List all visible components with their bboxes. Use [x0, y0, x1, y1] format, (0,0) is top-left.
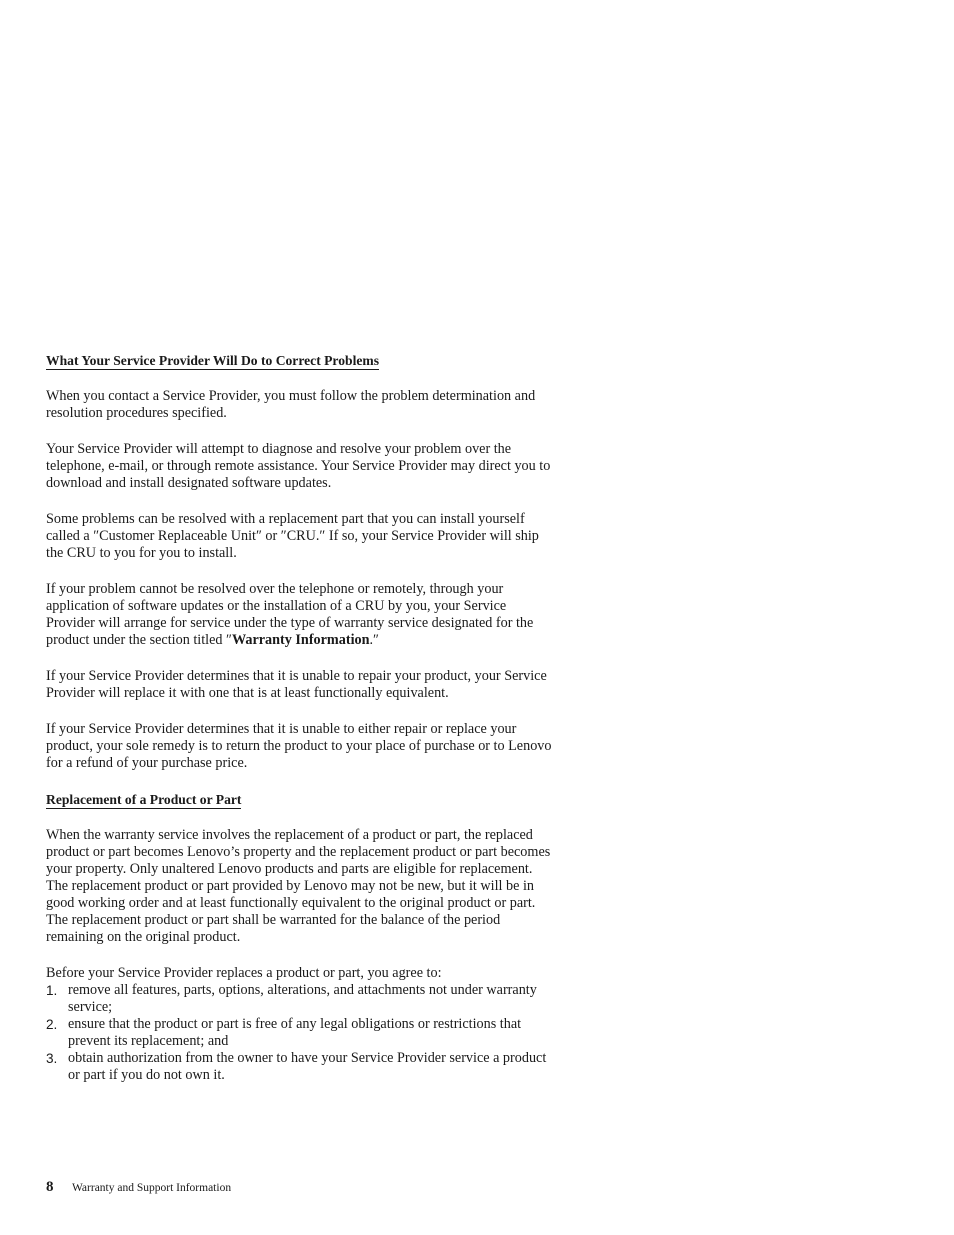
list-intro: Before your Service Provider replaces a product or part, you agree to: [46, 965, 442, 981]
paragraph: When the warranty service involves the replacement of a product or part, the replaced product or part becomes Lenovo’s property and the replacement product or part becomes your property. Only unaltered Lenovo products and parts are eligible for replacement. The replacement product or part provided by Lenovo may not be new, but it will be in good working order and at least functionally equivalent to the original product or part. The replacement product or part shall be warranted for the balance of the period remaining on the original product. [46, 827, 551, 945]
list-number: 3. [46, 1051, 58, 1066]
paragraph: Your Service Provider will attempt to diagnose and resolve your problem over the telephone, e-mail, or through remote assistance. Your Service Provider may direct you to download and install designated software updates. [46, 441, 551, 491]
list-item-text: ensure that the product or part is free of any legal obligations or restrictions that prevent its replacement; and [68, 1016, 522, 1049]
section-heading-replacement: Replacement of a Product or Part [46, 792, 242, 807]
document-body [46, 350, 556, 1084]
paragraph: If your Service Provider determines that it is unable to repair your product, your Service Provider will replace it with one that is at least functionally equivalent. [46, 668, 547, 701]
paragraph-text: If your problem cannot be resolved over the telephone or remotely, through your application of software updates or the installation of a CRU by you, your Service Provider will arrange for service under the type of warranty service designated for the product under the section titled ″ [46, 581, 534, 648]
list-item [46, 982, 556, 1016]
section-heading-service-provider: What Your Service Provider Will Do to Correct Problems [46, 353, 379, 368]
agreement-list [46, 982, 556, 1084]
list-number: 1. [46, 983, 58, 998]
paragraph: If your Service Provider determines that it is unable to either repair or replace your product, your sole remedy is to return the product to your place of purchase or to Lenovo for a refund of your purchase price. [46, 721, 552, 771]
footer-title: Warranty and Support Information [72, 1182, 232, 1194]
page-footer [46, 1178, 231, 1196]
paragraph-warranty-reference [46, 581, 556, 649]
list-item-text: remove all features, parts, options, alterations, and attachments not under warranty service; [68, 982, 537, 1015]
list-item [46, 1050, 556, 1084]
bold-warranty-information: Warranty Information [231, 632, 370, 648]
list-item-text: obtain authorization from the owner to have your Service Provider service a product or part if you do not own it. [68, 1050, 547, 1083]
paragraph: When you contact a Service Provider, you must follow the problem determination and resolution procedures specified. [46, 388, 536, 421]
paragraph: Some problems can be resolved with a replacement part that you can install yourself called a ″Customer Replaceable Unit″ or ″CRU.″ If so, your Service Provider will ship the CRU to you for you to install. [46, 511, 539, 561]
list-number: 2. [46, 1017, 58, 1032]
page-number: 8 [46, 1179, 54, 1195]
list-item [46, 1016, 556, 1050]
paragraph-text-end: .″ [369, 632, 379, 648]
